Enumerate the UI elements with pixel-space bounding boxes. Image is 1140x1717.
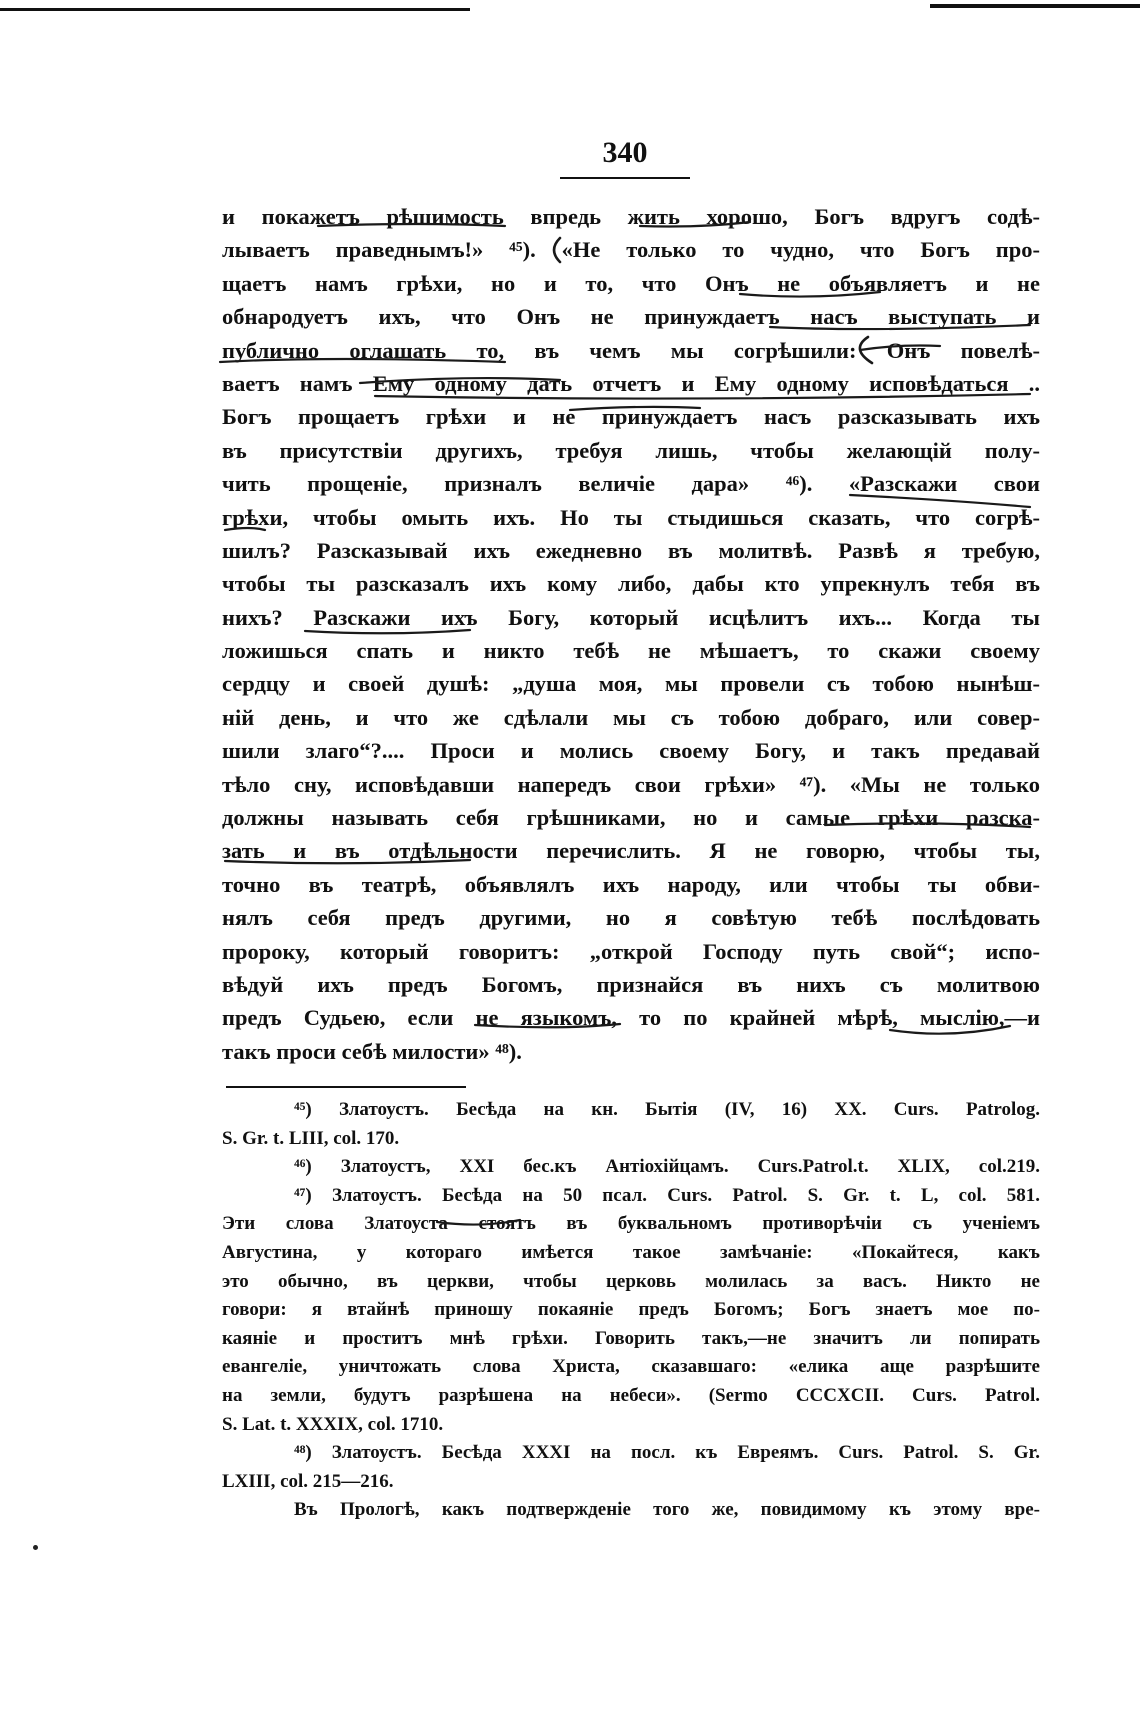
footnote-line: на земли, будутъ разрѣшена на небеси». (Sermo CCCXCII. Curs. Patrol. bbox=[222, 1384, 1040, 1406]
footnote-line: Въ Прологѣ, какъ подтвержденіе того же, повидимому къ этому вре- bbox=[294, 1499, 1040, 1521]
main-text-line: такъ проси себѣ милости» ⁴⁸). bbox=[222, 1038, 522, 1064]
main-text-line: должны называть себя грѣшниками, но и самые грѣхи разска- bbox=[222, 805, 1040, 831]
main-text-line: точно въ театрѣ, объявлялъ ихъ народу, или чтобы ты обви- bbox=[222, 871, 1040, 897]
main-text-line: чтобы ты разсказалъ ихъ кому либо, дабы кто упрекнулъ тебя въ bbox=[222, 571, 1040, 597]
footnote-line: ⁴⁶) Златоустъ, XXI бес.къ Антіохійцамъ. Curs.Patrol.t. XLIX, col.219. bbox=[294, 1156, 1040, 1178]
main-text-line: чить прощеніе, призналъ величіе дара» ⁴⁶). «Разскажи свои bbox=[222, 471, 1040, 497]
footnote-line: Августина, у котораго имѣется такое замѣчаніе: «Покайтеся, какъ bbox=[222, 1241, 1040, 1263]
footnotes-block bbox=[222, 1096, 1040, 1525]
page-number: 340 bbox=[602, 136, 648, 169]
footnote-line: ⁴⁷) Златоустъ. Бесѣда на 50 псал. Curs. Patrol. S. Gr. t. L, col. 581. bbox=[294, 1184, 1040, 1206]
main-text-block bbox=[222, 200, 1040, 1068]
main-text-line: ній день, и что же сдѣлали мы съ тобою добраго, или совер- bbox=[222, 704, 1040, 730]
footnote-line: LXIII, col. 215—216. bbox=[222, 1470, 394, 1492]
main-text-line: сердцу и своей душѣ: „душа моя, мы провели съ тобою нынѣш- bbox=[222, 671, 1040, 697]
main-text-line: обнародуетъ ихъ, что Онъ не принуждаетъ насъ выступать и bbox=[222, 304, 1040, 330]
stray-ink-dot bbox=[33, 1545, 38, 1550]
main-text-line: пророку, который говоритъ: „открой Господу путь свой“; испо- bbox=[222, 938, 1040, 964]
main-text-line: ложишься спать и никто тебѣ не мѣшаетъ, то скажи своему bbox=[222, 638, 1040, 664]
main-text-line: и покажетъ рѣшимость впредь жить хорошо, Богъ вдругъ содѣ- bbox=[222, 204, 1040, 229]
main-text-line: нихъ? Разскажи ихъ Богу, который исцѣлитъ ихъ... Когда ты bbox=[222, 604, 1040, 630]
footnote-line: ⁴⁵) Златоустъ. Бесѣда на кн. Бытія (IV, 16) XX. Curs. Patrolog. bbox=[294, 1099, 1040, 1120]
top-edge-rule-right bbox=[930, 4, 1140, 8]
main-text-line: Богъ прощаетъ грѣхи и не принуждаетъ насъ разсказывать ихъ bbox=[222, 404, 1040, 430]
footnote-line: говори: я втайнѣ приношу покаяніе предъ Богомъ; Богъ знаетъ мое по- bbox=[222, 1299, 1040, 1321]
footnote-line: каяніе и проститъ мнѣ грѣхи. Говорить такъ,—не значитъ ли попирать bbox=[222, 1327, 1040, 1349]
main-text-line: шили злаго“?.... Проси и молись своему Богу, и такъ предавай bbox=[222, 738, 1040, 764]
footnote-line: это обычно, въ церкви, чтобы церковь молилась за васъ. Никто не bbox=[222, 1270, 1040, 1292]
main-text-line: ваетъ намъ Ему одному дать отчетъ и Ему одному исповѣдаться .. bbox=[222, 370, 1040, 396]
footnote-line: ⁴⁸) Златоустъ. Бесѣда XXXI на посл. къ Евреямъ. Curs. Patrol. S. Gr. bbox=[294, 1442, 1040, 1464]
page-number-underline bbox=[560, 177, 690, 179]
main-text-line: зать и въ отдѣльности перечислить. Я не говорю, чтобы ты, bbox=[222, 838, 1040, 864]
footnote-line: S. Gr. t. LIII, col. 170. bbox=[222, 1127, 400, 1149]
main-text-line: грѣхи, чтобы омыть ихъ. Но ты стыдишься сказать, что согрѣ- bbox=[222, 504, 1040, 530]
main-text-line: нялъ себя предъ другими, но я совѣтую тебѣ послѣдовать bbox=[222, 905, 1040, 931]
main-text-line: въ присутствіи другихъ, требуя лишь, чтобы желающій полу- bbox=[222, 437, 1040, 463]
footnote-line: евангеліе, уничтожать слова Христа, сказавшаго: «елика аще разрѣшите bbox=[222, 1356, 1040, 1378]
top-edge-rule-left bbox=[0, 8, 470, 11]
main-text-line: лываетъ праведнымъ!» ⁴⁵). «Не только то чудно, что Богъ про- bbox=[222, 237, 1040, 263]
footnote-line: S. Lat. t. XXXIX, col. 1710. bbox=[222, 1413, 444, 1435]
footnote-separator bbox=[226, 1086, 466, 1088]
main-text-line: предъ Судьею, если не языкомъ, то по крайней мѣрѣ, мыслію,—и bbox=[222, 1005, 1040, 1031]
main-text-line: публично оглашать то, въ чемъ мы согрѣшили: Онъ повелѣ- bbox=[222, 337, 1040, 363]
footnote-line: Эти слова Златоуста стоятъ въ буквальномъ противорѣчіи съ ученіемъ bbox=[222, 1213, 1040, 1235]
main-text-line: шилъ? Разсказывай ихъ ежедневно въ молитвѣ. Развѣ я требую, bbox=[222, 537, 1040, 563]
main-text-line: вѣдуй ихъ предъ Богомъ, признайся въ нихъ съ молитвою bbox=[222, 971, 1040, 997]
main-text-line: тѣло сну, исповѣдавши напередъ свои грѣхи» ⁴⁷). «Мы не только bbox=[222, 771, 1040, 797]
main-text-line: щаетъ намъ грѣхи, но и то, что Онъ не объявляетъ и не bbox=[222, 270, 1040, 296]
